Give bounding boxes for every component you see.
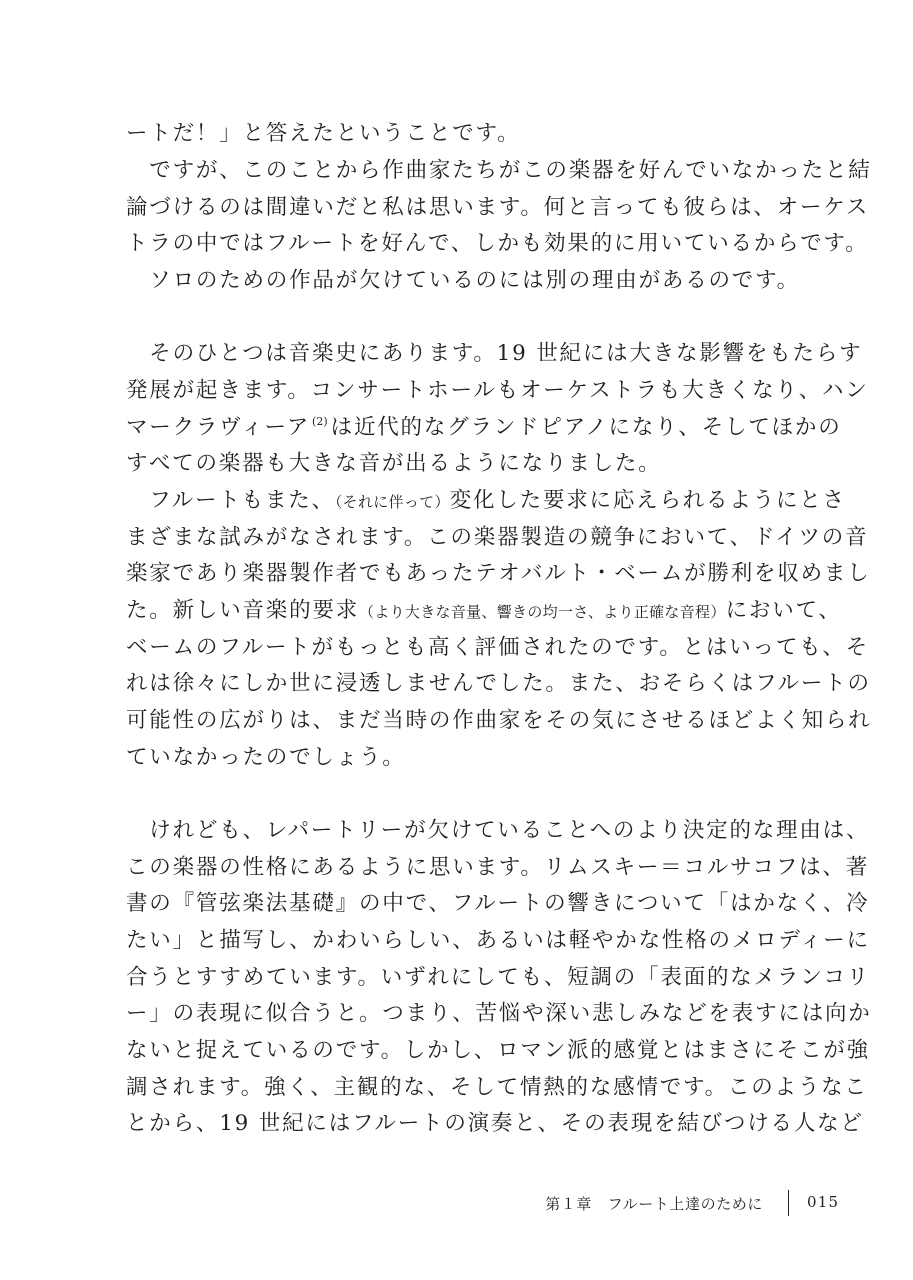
parenthetical-note: （より大きな音量、響きの均一さ、より正確な音程）: [359, 603, 726, 621]
text-segment: において、: [725, 598, 842, 623]
text-line: れは徐々にしか世に浸透しませんでした。また、おそらくはフルートの: [126, 671, 871, 696]
text-line: ないと捉えているのです。しかし、ロマン派的感覚とはまさにそこが強: [126, 1038, 870, 1063]
footer-divider: [788, 1190, 789, 1216]
text-segment: マークラヴィーア: [126, 415, 311, 440]
text-line: [126, 486, 846, 517]
text-line: ソロのための作品が欠けているのには別の理由があるのです。: [126, 268, 800, 293]
text-line: そのひとつは音楽史にあります。19 世紀には大きな影響をもたらす: [126, 341, 863, 366]
text-segment: フルートもまた、: [126, 488, 335, 513]
text-line: たい」と描写し、かわいらしい、あるいは軽やかな性格のメロディーに: [126, 928, 870, 953]
footnote-marker: (2): [312, 415, 328, 428]
text-line: 書の『管弦楽法基礎』の中で、フルートの響きについて「はかなく、冷: [126, 891, 870, 916]
running-head-chapter: 第１章 フルート上達のために: [545, 1195, 763, 1213]
text-line: ー」の表現に似合うと。つまり、苦悩や深い悲しみなどを表すには向か: [126, 1001, 872, 1026]
page-number: 015: [807, 1193, 840, 1211]
text-line: ですが、このことから作曲家たちがこの楽器を好んでいなかったと結: [126, 158, 872, 183]
text-line: 調されます。強く、主観的な、そして情熱的な感情です。このようなこ: [126, 1075, 868, 1100]
text-line: ートだ！」と答えたということです。: [126, 121, 521, 146]
text-segment: 変化した要求に応えられるようにとさ: [449, 488, 846, 513]
text-line: 可能性の広がりは、まだ当時の作曲家をその気にさせるほどよく知られ: [126, 708, 872, 733]
text-line: 発展が起きます。コンサートホールもオーケストラも大きくなり、ハン: [126, 378, 869, 403]
text-line: 合うとすすめています。いずれにしても、短調の「表面的なメランコリ: [126, 965, 871, 990]
text-line: すべての楽器も大きな音が出るようになりました。: [126, 451, 662, 476]
text-segment: は近代的なグランドピアノになり、そしてほかの: [330, 415, 842, 440]
text-line: この楽器の性格にあるように思います。リムスキー＝コルサコフは、著: [126, 855, 870, 880]
text-line: まざまな試みがなされます。この楽器製造の競争において、ドイツの音: [126, 525, 869, 550]
text-line: 論づけるのは間違いだと私は思います。何と言っても彼らは、オーケス: [126, 195, 870, 220]
text-line: トラの中ではフルートを好んで、しかも効果的に用いているからです。: [126, 231, 869, 256]
text-line: ていなかったのでしょう。: [126, 745, 406, 770]
text-line: [126, 413, 842, 446]
text-line: けれども、レパートリーが欠けていることへのより決定的な理由は、: [126, 818, 870, 843]
text-segment: た。新しい音楽的要求: [126, 598, 360, 623]
text-line: ベームのフルートがもっとも高く評価されたのです。とはいっても、そ: [126, 635, 870, 660]
text-line: とから、19 世紀にはフルートの演奏と、その表現を結びつける人など: [126, 1111, 864, 1136]
text-line: [126, 596, 842, 627]
parenthetical-note: （それに伴って）: [334, 493, 450, 511]
page-footer: [0, 1193, 913, 1217]
text-line: 楽家であり楽器製作者でもあったテオバルト・ベームが勝利を収めまし: [126, 561, 871, 586]
